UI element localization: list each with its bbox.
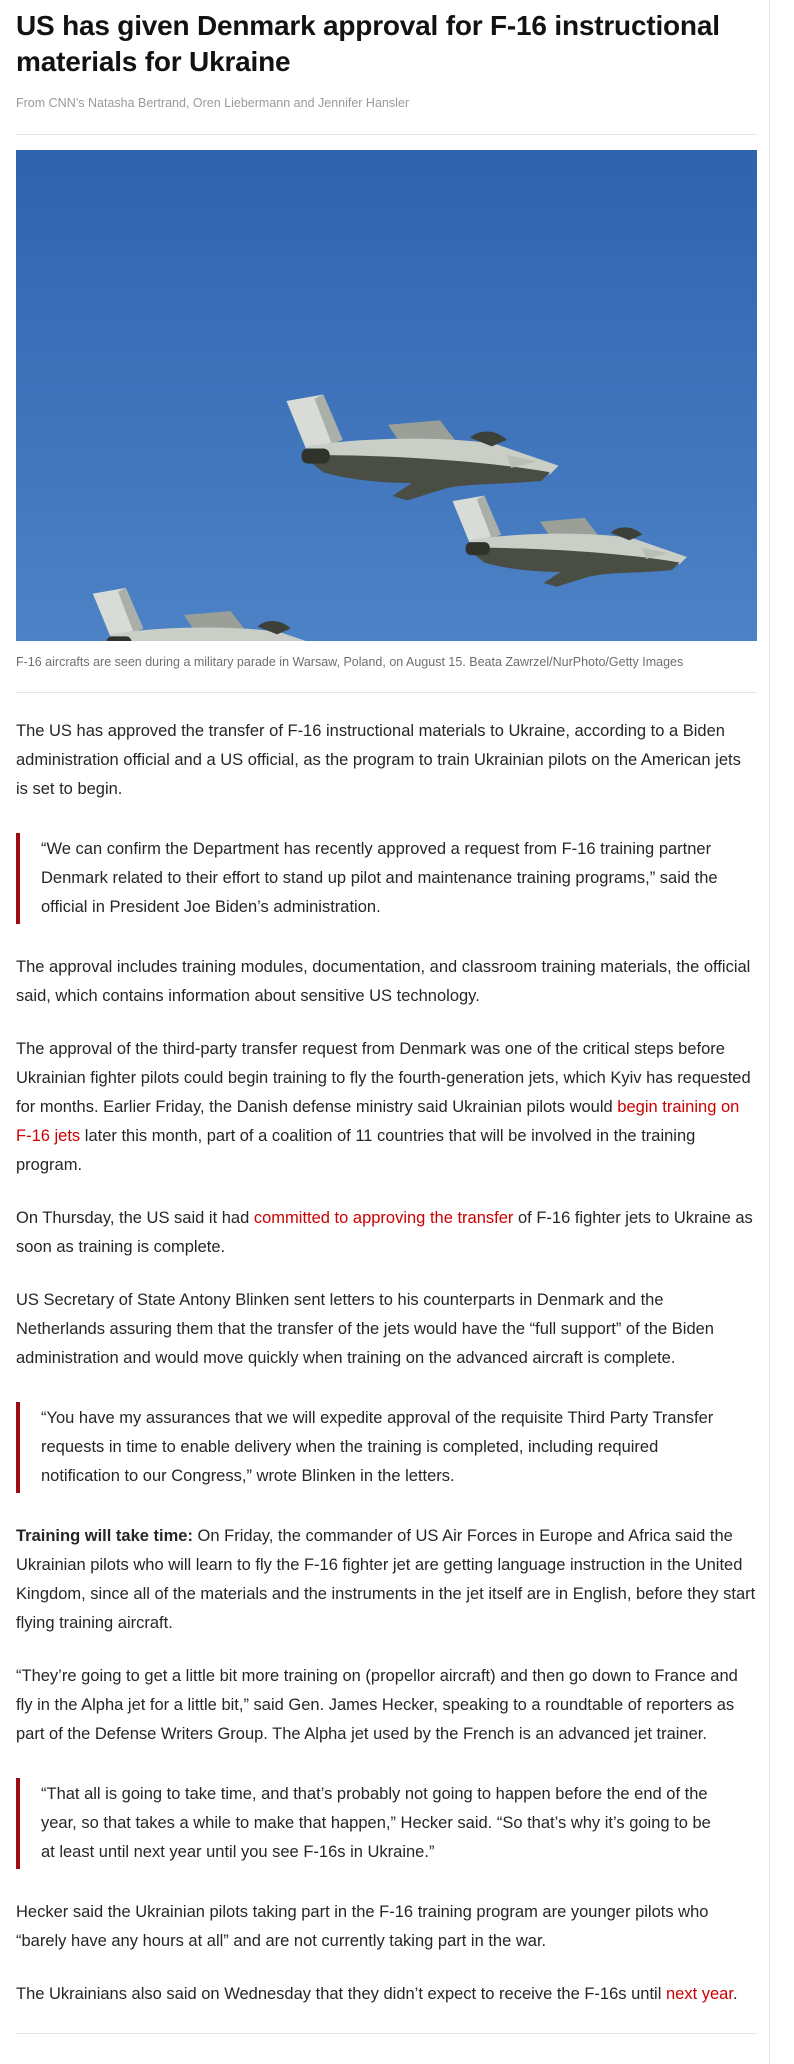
paragraph-text: . (732, 1985, 738, 2003)
article-paragraph (16, 1286, 757, 1373)
inline-link-committed-transfer[interactable]: committed to approving the transfer (253, 1209, 514, 1227)
article-paragraph (16, 1204, 757, 1262)
divider (16, 134, 757, 135)
paragraph-text: On Thursday, the US said it had (16, 1209, 254, 1227)
article-paragraph (16, 717, 757, 804)
article-paragraph (16, 953, 757, 1011)
hero-image (16, 150, 757, 671)
article-paragraph (16, 1898, 757, 1956)
pull-quote (16, 833, 757, 924)
paragraph-text: The Ukrainians also said on Wednesday that they didn’t expect to receive the F-16s until (16, 1985, 666, 2003)
paragraph-text: of F-16 fighter jets to Ukraine as soon as training is complete. (16, 1209, 753, 1256)
inline-link-begin-training[interactable]: begin training on F-16 jets (16, 1098, 740, 1145)
paragraph-text: Hecker said the Ukrainian pilots taking part in the F-16 training program are younger pilots who “barely have any hours at all” and are not currently taking part in the war. (16, 1903, 709, 1950)
quote-text: “You have my assurances that we will expedite approval of the requisite Third Party Transfer requests in time to enable delivery when the training is completed, including required notification to our Congress,” wrote Blinken in the letters. (41, 1409, 714, 1485)
paragraph-lead-in: Training will take time: (16, 1527, 193, 1545)
quote-text: “We can confirm the Department has recently approved a request from F-16 training partner Denmark related to their effort to stand up pilot and maintenance training programs,” said the official in President Joe Biden’s administration. (41, 840, 718, 916)
byline: From CNN’s Natasha Bertrand, Oren Liebermann and Jennifer Hansler (16, 96, 410, 110)
article-paragraph (16, 1035, 757, 1180)
paragraph-text: “They’re going to get a little bit more training on (propellor aircraft) and then go down to France and fly in the Alpha jet for a little bit,” said Gen. James Hecker, speaking to a roundtable of reporters as part of the Defense Writers Group. The Alpha jet used by the French is an advanced jet trainer. (16, 1667, 738, 1743)
paragraph-text: US Secretary of State Antony Blinken sent letters to his counterparts in Denmark and the Netherlands assuring them that the transfer of the jets would have the “full support” of the Biden administration and would move quickly when training on the advanced aircraft is complete. (16, 1291, 714, 1367)
article-body (16, 693, 757, 2034)
page-title: US has given Denmark approval for F-16 instructional materials for Ukraine (16, 10, 720, 77)
article-paragraph (16, 1980, 757, 2009)
image-caption: F-16 aircrafts are seen during a military parade in Warsaw, Poland, on August 15. Beata Zawrzel/NurPhoto/Getty Images (16, 655, 684, 669)
paragraph-text: The approval of the third-party transfer request from Denmark was one of the critical steps before Ukrainian fighter pilots could begin training to fly the fourth-generation jets, which Kyiv has requested for months. Earlier Friday, the Danish defense ministry said Ukrainian pilots would (16, 1040, 751, 1116)
quote-text: “That all is going to take time, and that’s probably not going to happen before the end of the year, so that takes a while to make that happen,” Hecker said. “So that’s why it’s going to be at least until next year until you see F-16s in Ukraine.” (41, 1785, 711, 1861)
paragraph-text: The US has approved the transfer of F-16 instructional materials to Ukraine, according to a Biden administration official and a US official, as the program to train Ukrainian pilots on the American jets is set to begin. (16, 722, 741, 798)
paragraph-text: The approval includes training modules, documentation, and classroom training materials, the official said, which contains information about sensitive US technology. (16, 958, 751, 1005)
article-paragraph (16, 1662, 757, 1749)
paragraph-text: later this month, part of a coalition of 11 countries that will be involved in the training program. (16, 1127, 696, 1174)
article-paragraph (16, 1522, 757, 1638)
divider (16, 2033, 757, 2034)
inline-link-next-year[interactable]: next year (665, 1985, 733, 2003)
fighter-jets-photo (16, 150, 757, 641)
paragraph-text: On Friday, the commander of US Air Forces in Europe and Africa said the Ukrainian pilots who will learn to fly the F-16 fighter jet are getting language instruction in the United Kingdom, since all of the materials and the instruments in the jet itself are in English, before they start flying training aircraft. (16, 1527, 756, 1632)
pull-quote (16, 1402, 757, 1493)
pull-quote (16, 1778, 757, 1869)
